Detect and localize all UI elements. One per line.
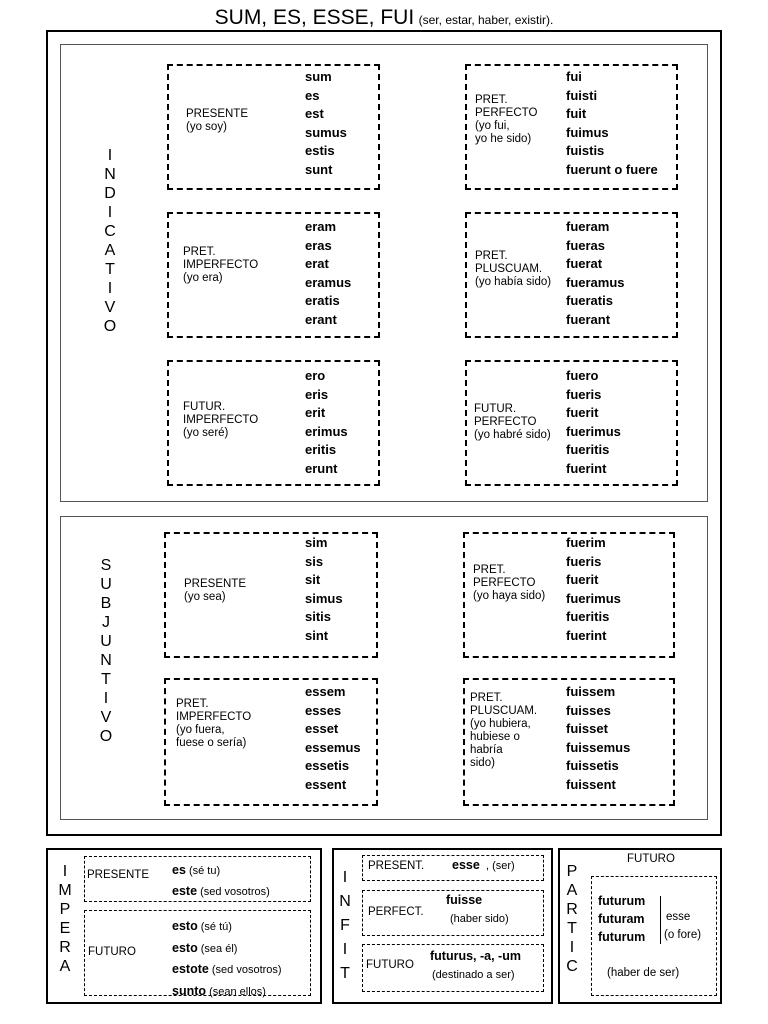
verb-form: fuerint — [566, 627, 607, 643]
imperative-note: (sé tú) — [197, 921, 232, 933]
participle-form: futurum — [598, 930, 646, 944]
verb-form: erat — [305, 256, 329, 271]
vertical-letter: V — [100, 709, 112, 726]
vertical-letter: O — [103, 318, 117, 335]
verb-form: erimus — [305, 423, 348, 439]
vertical-letter: I — [342, 941, 348, 958]
verb-form: eris — [305, 386, 329, 402]
sub-pret-imperfecto-label: PRET. IMPERFECTO (yo fuera, fuese o sería) — [176, 698, 252, 749]
imperative-form: es — [172, 863, 186, 877]
imperative-form-row — [172, 916, 282, 938]
ind-pret-pluscuam-label: PRET. PLUSCUAM. (yo había sido) — [475, 250, 552, 288]
verb-form: fueris — [566, 553, 602, 569]
ind-pret-imperfecto-forms — [305, 218, 351, 329]
verb-form: sis — [305, 553, 324, 569]
vertical-letter: I — [62, 863, 68, 880]
verb-form: fuisti — [566, 87, 598, 103]
verb-form: sim — [305, 535, 328, 550]
imperative-form-row — [172, 938, 282, 960]
ind-futur-imperfecto-forms — [305, 367, 348, 478]
vertical-letter: N — [100, 652, 112, 669]
verb-form: fuerim — [566, 535, 606, 550]
verb-form: fueratis — [566, 293, 613, 308]
inf-perfect-label: PERFECT. — [368, 906, 424, 918]
imperative-form-row — [172, 981, 282, 1003]
vertical-letter: D — [104, 185, 116, 202]
verb-form: eras — [305, 237, 332, 253]
imperative-note: (sea él) — [197, 942, 238, 955]
verb-form: fuimus — [566, 124, 609, 140]
verb-form: fuerit — [566, 405, 599, 420]
inf-present-form: esse — [452, 858, 480, 872]
vertical-letter: I — [342, 869, 348, 886]
participle-form: futurum — [598, 894, 646, 908]
par-note: (haber de ser) — [607, 967, 680, 979]
imperative-form: estote — [172, 962, 209, 976]
verb-form: est — [305, 106, 324, 121]
imperative-form: esto — [172, 940, 198, 955]
verb-form: erit — [305, 405, 326, 420]
verb-form: esset — [305, 721, 339, 736]
vertical-letter: C — [566, 958, 578, 975]
imp-presente-forms — [172, 860, 270, 902]
vertical-letter: U — [100, 633, 112, 650]
verb-form: fuero — [566, 368, 599, 383]
vertical-letter: A — [566, 882, 578, 899]
verb-form: estis — [305, 143, 335, 158]
vertical-letter: O — [99, 728, 113, 745]
verb-form: eritis — [305, 442, 337, 457]
vertical-letter: A — [59, 958, 71, 975]
imperative-form: sunto — [172, 983, 207, 998]
imperative-note: (sed vosotros) — [197, 886, 270, 898]
par-futuro-label: FUTURO — [627, 853, 675, 865]
imp-presente-label: PRESENTE — [87, 869, 149, 881]
verb-form: fueram — [566, 219, 610, 234]
imperative-form-row — [172, 881, 270, 902]
inf-present-label: PRESENT. — [368, 860, 425, 872]
verb-form: fueritis — [566, 609, 610, 624]
vertical-letter: I — [103, 690, 109, 707]
vertical-letter: B — [100, 595, 112, 612]
verb-form: fuerimus — [566, 423, 621, 439]
verb-form: esses — [305, 702, 342, 718]
title-sub: (ser, estar, haber, existir). — [418, 13, 554, 27]
verb-form: fuissem — [566, 684, 616, 699]
inf-perfect-note: (haber sido) — [450, 913, 509, 925]
imperative-note: (sean ellos) — [206, 985, 266, 998]
vertical-letter: T — [567, 920, 577, 937]
indicativo-vertical-label — [100, 146, 120, 336]
vertical-letter: P — [566, 863, 578, 880]
ind-futur-imperfecto-label: FUTUR. IMPERFECTO (yo seré) — [183, 401, 259, 439]
inf-perfect-form: fuisse — [446, 893, 483, 907]
vertical-letter: P — [59, 901, 71, 918]
vertical-letter: N — [339, 893, 351, 910]
par-o-fore: (o fore) — [664, 929, 702, 941]
verb-form: ero — [305, 368, 326, 383]
verb-form: erunt — [305, 460, 338, 476]
ind-pret-pluscuam-forms — [566, 218, 625, 329]
verb-form: fuerat — [566, 256, 603, 271]
verb-form: fuerimus — [566, 590, 621, 606]
verb-form: fui — [566, 69, 582, 84]
ind-futur-perfecto-label: FUTUR. PERFECTO (yo habré sido) — [474, 403, 551, 441]
vertical-letter: I — [107, 147, 113, 164]
vertical-letter: I — [107, 204, 113, 221]
sub-presente-label: PRESENTE (yo sea) — [184, 578, 246, 603]
verb-form: fuit — [566, 106, 587, 121]
ind-pret-perfecto-label: PRET. PERFECTO (yo fui, yo he sido) — [475, 94, 538, 145]
sub-pret-perfecto-forms — [566, 534, 621, 645]
vertical-letter: V — [104, 299, 116, 316]
verb-form: es — [305, 87, 320, 103]
verb-form: fueritis — [566, 442, 610, 457]
verb-form: fueramus — [566, 274, 625, 290]
infinitivo-vertical-label — [337, 866, 353, 986]
verb-form: fuissemus — [566, 739, 631, 755]
inf-present-note: , (ser) — [486, 860, 515, 872]
verb-form: sitis — [305, 609, 332, 624]
verb-form: fueras — [566, 237, 606, 253]
imperative-note: (sed vosotros) — [208, 964, 282, 976]
verb-form: fuissetis — [566, 758, 619, 773]
vertical-letter: S — [100, 557, 112, 574]
vertical-letter: N — [104, 166, 116, 183]
verb-form: fuerunt o fuere — [566, 161, 658, 177]
ind-pret-imperfecto-label: PRET. IMPERFECTO (yo era) — [183, 246, 259, 284]
verb-form: sumus — [305, 124, 347, 140]
verb-form: essent — [305, 776, 347, 792]
par-forms — [598, 892, 645, 946]
sub-presente-forms — [305, 534, 343, 645]
inf-futuro-label: FUTURO — [366, 959, 414, 971]
inf-futuro-note: (destinado a ser) — [432, 969, 515, 981]
vertical-letter: C — [104, 223, 116, 240]
sub-pret-perfecto-label: PRET. PERFECTO (yo haya sido) — [473, 564, 546, 602]
vertical-letter: U — [100, 576, 112, 593]
imperative-note: (sé tu) — [185, 865, 221, 877]
verb-form: sit — [305, 572, 321, 587]
imperative-form: esto — [172, 919, 198, 933]
verb-form: eram — [305, 219, 337, 234]
vertical-letter: E — [59, 920, 71, 937]
sub-pret-imperfecto-forms — [305, 683, 361, 794]
imperative-form-row — [172, 959, 282, 981]
imperativo-vertical-label — [56, 862, 74, 976]
verb-form: fuisses — [566, 702, 611, 718]
imp-futuro-forms — [172, 916, 282, 1002]
verb-form: eratis — [305, 293, 340, 308]
verb-form: sum — [305, 69, 332, 84]
vertical-letter: I — [107, 280, 113, 297]
vertical-letter: M — [58, 882, 72, 899]
verb-form: fuissent — [566, 776, 616, 792]
verb-form: erant — [305, 311, 337, 327]
inf-futuro-form: futurus, -a, -um — [430, 949, 521, 963]
participio-vertical-label — [563, 862, 581, 976]
verb-form: fuerant — [566, 311, 611, 327]
verb-form: eramus — [305, 274, 352, 290]
vertical-letter: I — [569, 939, 575, 956]
verb-form: fuerint — [566, 460, 607, 476]
verb-form: sint — [305, 627, 329, 643]
vertical-letter: A — [104, 242, 116, 259]
ind-pret-perfecto-forms — [566, 68, 658, 179]
sub-pret-pluscuam-label: PRET. PLUSCUAM. (yo hubiera, hubiese o habría sido) — [470, 692, 538, 769]
ind-presente-forms — [305, 68, 347, 179]
verb-form: simus — [305, 590, 343, 606]
par-bracket — [660, 896, 661, 944]
verb-form: fuisset — [566, 721, 608, 736]
verb-form: sunt — [305, 161, 333, 177]
ind-futur-perfecto-forms — [566, 367, 621, 478]
verb-form: essem — [305, 684, 346, 699]
title-main: SUM, ES, ESSE, FUI — [214, 6, 415, 29]
subjuntivo-vertical-label — [96, 556, 116, 746]
page-title — [0, 6, 768, 30]
imperative-form: este — [172, 884, 198, 898]
verb-form: fuerit — [566, 572, 599, 587]
vertical-letter: T — [105, 261, 115, 278]
vertical-letter: J — [102, 614, 110, 631]
verb-form: essemus — [305, 739, 361, 755]
sub-pret-pluscuam-forms — [566, 683, 630, 794]
verb-form: fueris — [566, 386, 602, 402]
participle-form: futuram — [598, 912, 645, 926]
vertical-letter: F — [340, 917, 350, 934]
par-esse: esse — [666, 911, 691, 923]
vertical-letter: R — [59, 939, 71, 956]
ind-presente-label: PRESENTE (yo soy) — [186, 108, 248, 133]
vertical-letter: T — [101, 671, 111, 688]
verb-form: essetis — [305, 758, 350, 773]
vertical-letter: R — [566, 901, 578, 918]
vertical-letter: T — [340, 965, 350, 982]
imperative-form-row — [172, 860, 270, 881]
imp-futuro-label: FUTURO — [88, 946, 136, 958]
verb-form: fuistis — [566, 143, 605, 158]
